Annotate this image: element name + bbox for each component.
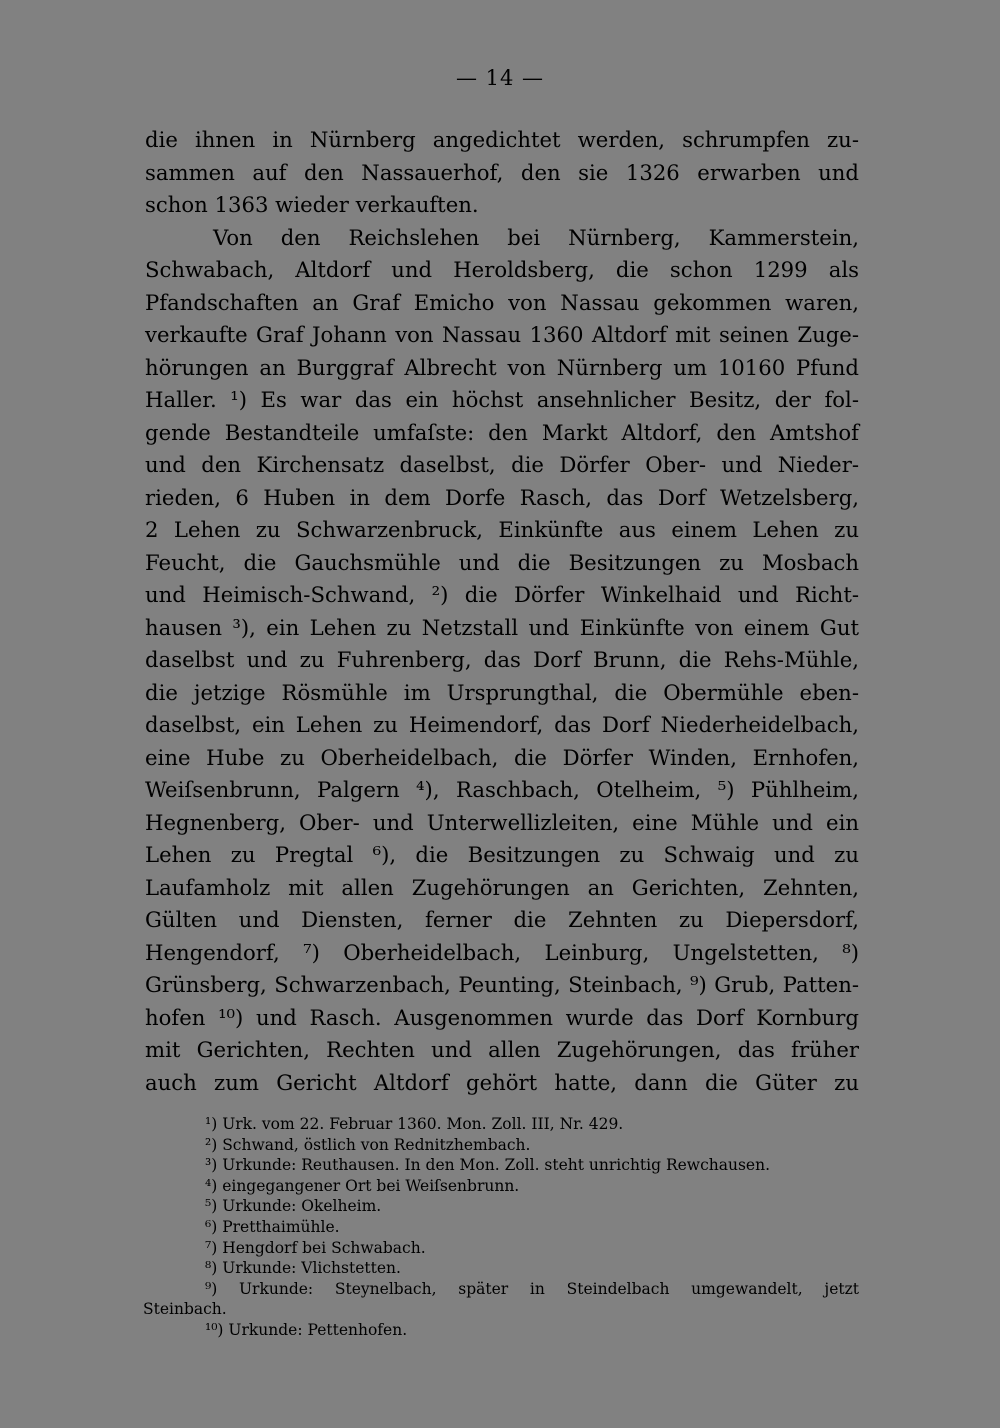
text-line: daselbst, ein Lehen zu Heimendorf, das Dorf Niederheidelbach, bbox=[145, 712, 859, 737]
text-line: Hegnenberg, Ober- und Unterwellizleiten, eine Mühle und ein bbox=[145, 809, 859, 835]
text-line: Weiſsenbrunn, Palgern ⁴), Raschbach, Otelheim, ⁵) Pühlheim, bbox=[145, 777, 859, 802]
footnote: ¹) Urk. vom 22. Februar 1360. Mon. Zoll. III, Nr. 429. bbox=[205, 1115, 624, 1133]
text-line: Lehen zu Pregtal ⁶), die Besitzungen zu Schwaig und zu bbox=[145, 842, 859, 867]
footnotes bbox=[145, 1114, 859, 1341]
main-text bbox=[145, 124, 859, 1099]
footnote: ⁹) Urkunde: Steynelbach, später in Steindelbach umgewandelt, jetzt bbox=[205, 1279, 859, 1298]
text-line: Grünsberg, Schwarzenbach, Peunting, Steinbach, ⁹) Grub, Patten- bbox=[145, 972, 859, 997]
text-line: die jetzige Rösmühle im Ursprungthal, die Obermühle eben- bbox=[145, 679, 859, 705]
text-line: gende Bestandteile umfaſste: den Markt Altdorf, den Amtshof bbox=[145, 419, 859, 445]
footnote: ²) Schwand, östlich von Rednitzhembach. bbox=[205, 1135, 531, 1154]
text-line: mit Gerichten, Rechten und allen Zugehörungen, das früher bbox=[145, 1037, 859, 1062]
text-line: hausen ³), ein Lehen zu Netzstall und Einkünfte von einem Gut bbox=[145, 614, 859, 640]
footnote: ¹⁰) Urkunde: Pettenhofen. bbox=[205, 1320, 408, 1339]
text-line: rieden, 6 Huben in dem Dorfe Rasch, das Dorf Wetzelsberg, bbox=[145, 484, 859, 510]
text-line: auch zum Gericht Altdorf gehört hatte, dann die Güter zu bbox=[145, 1069, 859, 1095]
text-line: daselbst und zu Fuhrenberg, das Dorf Brunn, die Rehs-Mühle, bbox=[145, 647, 859, 672]
text-line: und den Kirchensatz daselbst, die Dörfer Ober- und Nieder- bbox=[145, 452, 859, 477]
text-line: Pfandschaften an Graf Emicho von Nassau gekommen waren, bbox=[145, 289, 859, 315]
text-line: hofen ¹⁰) und Rasch. Ausgenommen wurde das Dorf Kornburg bbox=[145, 1004, 859, 1030]
page-number: — 14 — bbox=[455, 66, 545, 90]
footnote: ⁴) eingegangener Ort bei Weiſsenbrunn. bbox=[205, 1176, 520, 1195]
text-line: Gülten und Diensten, ferner die Zehnten zu Diepersdorf, bbox=[145, 907, 859, 932]
text-line: schon 1363 wieder verkauften. bbox=[145, 192, 479, 217]
text-line: Laufamholz mit allen Zugehörungen an Gerichten, Zehnten, bbox=[145, 874, 859, 900]
footnote: ³) Urkunde: Reuthausen. In den Mon. Zoll. steht unrichtig Rewchausen. bbox=[205, 1156, 770, 1175]
text-line: Von den Reichslehen bei Nürnberg, Kammerstein, bbox=[213, 224, 859, 250]
text-line: eine Hube zu Oberheidelbach, die Dörfer Winden, Ernhofen, bbox=[145, 744, 859, 770]
text-line: verkaufte Graf Johann von Nassau 1360 Altdorf mit seinen Zuge- bbox=[145, 322, 859, 347]
footnote-continuation: Steinbach. bbox=[143, 1300, 227, 1319]
text-line: Hengendorf, ⁷) Oberheidelbach, Leinburg, Ungelstetten, ⁸) bbox=[145, 939, 859, 965]
text-line: die ihnen in Nürnberg angedichtet werden, schrumpfen zu- bbox=[145, 127, 859, 152]
text-line: und Heimisch-Schwand, ²) die Dörfer Winkelhaid und Richt- bbox=[145, 582, 859, 607]
text-line: Schwabach, Altdorf und Heroldsberg, die schon 1299 als bbox=[145, 257, 859, 282]
footnote: ⁷) Hengdorf bei Schwabach. bbox=[205, 1238, 426, 1257]
text-line: Feucht, die Gauchsmühle und die Besitzungen zu Mosbach bbox=[145, 549, 859, 575]
footnote: ⁵) Urkunde: Okelheim. bbox=[205, 1197, 382, 1216]
text-line: hörungen an Burggraf Albrecht von Nürnberg um 10160 Pfund bbox=[145, 354, 859, 380]
text-line: sammen auf den Nassauerhof, den sie 1326 erwarben und bbox=[145, 159, 859, 185]
footnote: ⁶) Pretthaimühle. bbox=[205, 1217, 340, 1236]
footnote: ⁸) Urkunde: Vlichstetten. bbox=[205, 1259, 401, 1278]
text-line: Haller. ¹) Es war das ein höchst ansehnlicher Besitz, der fol- bbox=[145, 387, 859, 412]
text-line: 2 Lehen zu Schwarzenbruck, Einkünfte aus einem Lehen zu bbox=[145, 517, 859, 542]
